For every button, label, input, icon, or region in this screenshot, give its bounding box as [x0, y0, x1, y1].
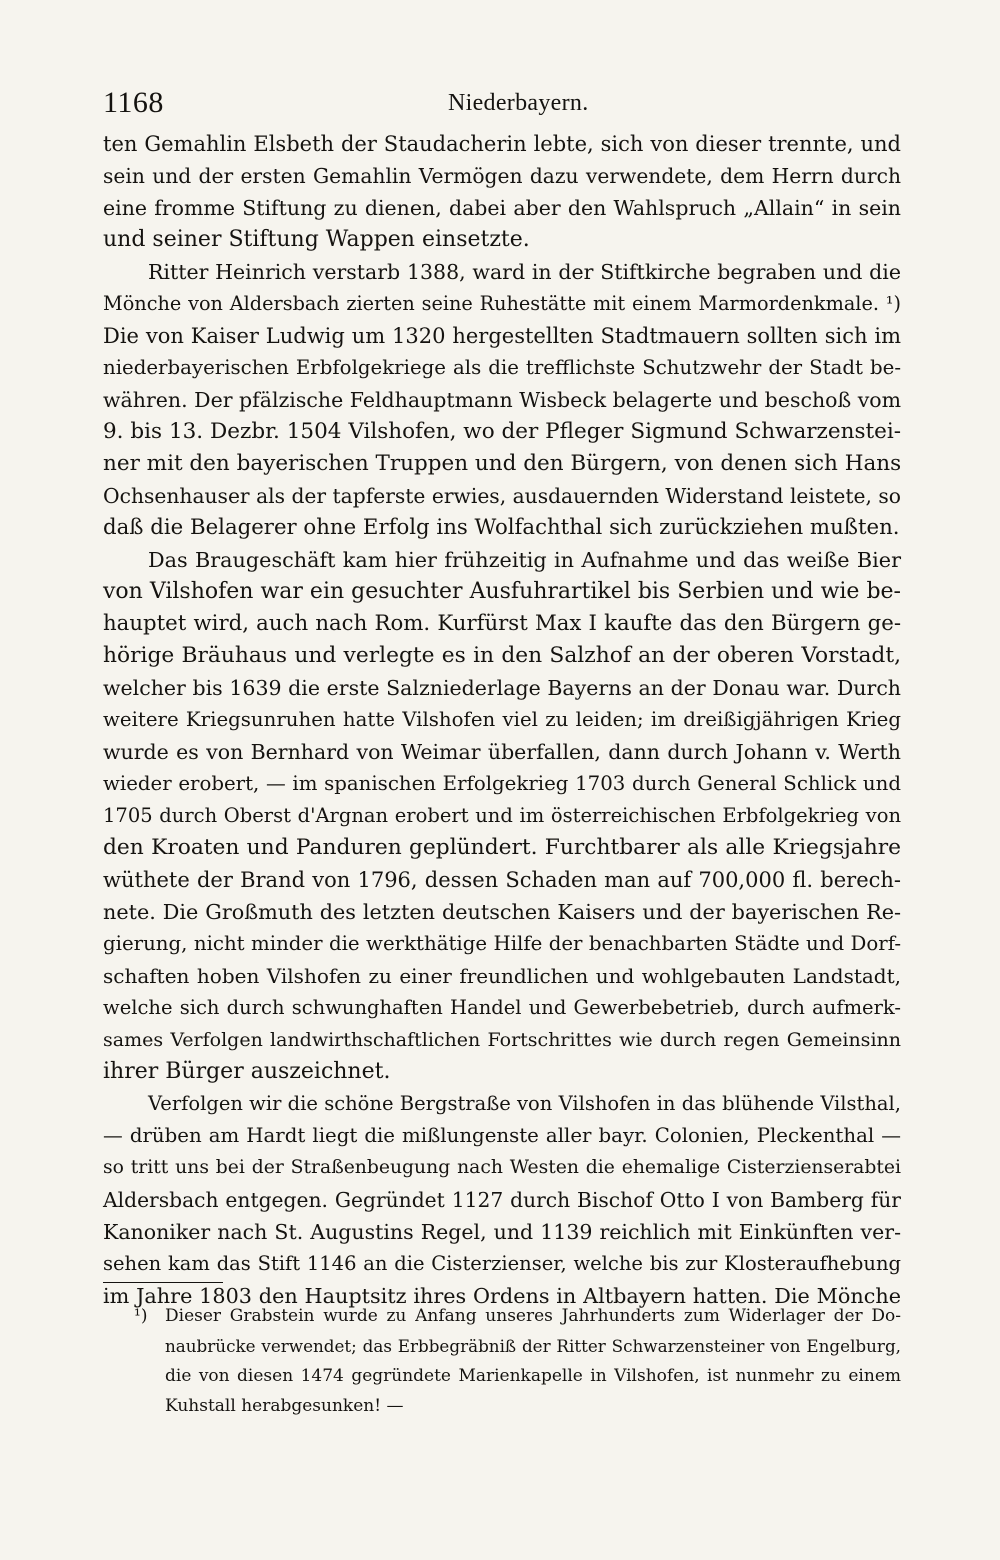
- body-line: gierung, nicht minder die werkthätige Hilfe der benachbarten Städte und Dorf-: [103, 932, 901, 955]
- footnote-divider: [103, 1282, 223, 1283]
- body-line: schaften hoben Vilshofen zu einer freundlichen und wohlgebauten Landstadt,: [103, 964, 901, 988]
- body-line: sames Verfolgen landwirthschaftlichen Fortschrittes wie durch regen Gemeinsinn: [103, 1029, 901, 1051]
- body-line: Verfolgen wir die schöne Bergstraße von Vilshofen in das blühende Vilsthal,: [148, 1092, 901, 1115]
- footnote-line: Dieser Grabstein wurde zu Anfang unseres Jahrhunderts zum Widerlager der Do-: [165, 1306, 901, 1326]
- body-line: 1705 durch Oberst d'Argnan erobert und im österreichischen Erbfolgekrieg von: [103, 804, 901, 827]
- body-line: Kanoniker nach St. Augustins Regel, und 1139 reichlich mit Einkünften ver-: [103, 1220, 901, 1244]
- body-line: welche sich durch schwunghaften Handel und Gewerbebetrieb, durch aufmerk-: [103, 996, 901, 1019]
- page-number: 1168: [103, 86, 164, 119]
- body-line: — drüben am Hardt liegt die mißlungenste aller bayr. Colonien, Pleckenthal —: [103, 1124, 901, 1147]
- body-line: daß die Belagerer ohne Erfolg ins Wolfachthal sich zurückziehen mußten.: [103, 515, 900, 540]
- body-line: hörige Bräuhaus und verlegte es in den Salzhof an der oberen Vorstadt,: [103, 643, 901, 668]
- footnote-line: naubrücke verwendet; das Erbbegräbniß der Ritter Schwarzensteiner von Engelburg,: [165, 1336, 901, 1356]
- body-line: währen. Der pfälzische Feldhauptmann Wisbeck belagerte und beschoß vom: [103, 388, 902, 412]
- body-line: niederbayerischen Erbfolgekriege als die trefflichste Schutzwehr der Stadt be-: [103, 356, 901, 379]
- body-line: 9. bis 13. Dezbr. 1504 Vilshofen, wo der Pfleger Sigmund Schwarzenstei-: [103, 419, 901, 444]
- body-line: sein und der ersten Gemahlin Vermögen dazu verwendete, dem Herrn durch: [103, 164, 901, 188]
- body-line: Die von Kaiser Ludwig um 1320 hergestellten Stadtmauern sollten sich im: [103, 324, 901, 348]
- body-line: im Jahre 1803 den Hauptsitz ihres Ordens in Altbayern hatten. Die Mönche: [103, 1284, 901, 1308]
- body-line: Aldersbach entgegen. Gegründet 1127 durch Bischof Otto I von Bamberg für: [103, 1188, 901, 1212]
- body-line: hauptet wird, auch nach Rom. Kurfürst Max I kaufte das den Bürgern ge-: [103, 611, 901, 636]
- footnote-line: die von diesen 1474 gegründete Marienkapelle in Vilshofen, ist nunmehr zu einem: [165, 1366, 901, 1386]
- body-line: von Vilshofen war ein gesuchter Ausfuhrartikel bis Serbien und wie be-: [103, 579, 901, 604]
- body-line: wüthete der Brand von 1796, dessen Schaden man auf 700,000 fl. berech-: [103, 868, 901, 892]
- body-line: nete. Die Großmuth des letzten deutschen Kaisers und der bayerischen Re-: [103, 900, 901, 924]
- body-line: weitere Kriegsunruhen hatte Vilshofen viel zu leiden; im dreißigjährigen Krieg: [103, 708, 901, 731]
- body-line: Das Braugeschäft kam hier frühzeitig in Aufnahme und das weiße Bier: [148, 548, 901, 572]
- body-line: wieder erobert, — im spanischen Erfolgekrieg 1703 durch General Schlick und: [103, 772, 901, 795]
- body-line: und seiner Stiftung Wappen einsetzte.: [103, 227, 530, 252]
- body-line: welcher bis 1639 die erste Salzniederlage Bayerns an der Donau war. Durch: [103, 676, 901, 700]
- body-line: sehen kam das Stift 1146 an die Cisterzienser, welche bis zur Klosteraufhebung: [103, 1252, 901, 1275]
- running-head: Niederbayern.: [448, 90, 589, 116]
- footnote-line: Kuhstall herabgesunken! —: [165, 1396, 404, 1416]
- body-line: wurde es von Bernhard von Weimar überfallen, dann durch Johann v. Werth: [103, 740, 901, 764]
- body-line: Ritter Heinrich verstarb 1388, ward in der Stiftkirche begraben und die: [148, 260, 901, 284]
- body-line: ten Gemahlin Elsbeth der Staudacherin lebte, sich von dieser trennte, und: [103, 132, 901, 156]
- body-line: ner mit den bayerischen Truppen und den Bürgern, von denen sich Hans: [103, 451, 902, 476]
- body-line: ihrer Bürger auszeichnet.: [103, 1059, 391, 1084]
- body-line: Ochsenhauser als der tapferste erwies, ausdauernden Widerstand leistete, so: [103, 484, 901, 508]
- body-line: eine fromme Stiftung zu dienen, dabei aber den Wahlspruch „Allain“ in sein: [103, 196, 901, 220]
- body-line: Mönche von Aldersbach zierten seine Ruhestätte mit einem Marmordenkmale. ¹): [103, 292, 901, 315]
- body-line: den Kroaten und Panduren geplündert. Furchtbarer als alle Kriegsjahre: [103, 835, 901, 860]
- body-line: so tritt uns bei der Straßenbeugung nach Westen die ehemalige Cisterzienserabtei: [103, 1157, 901, 1178]
- footnote-marker: ¹): [134, 1306, 148, 1326]
